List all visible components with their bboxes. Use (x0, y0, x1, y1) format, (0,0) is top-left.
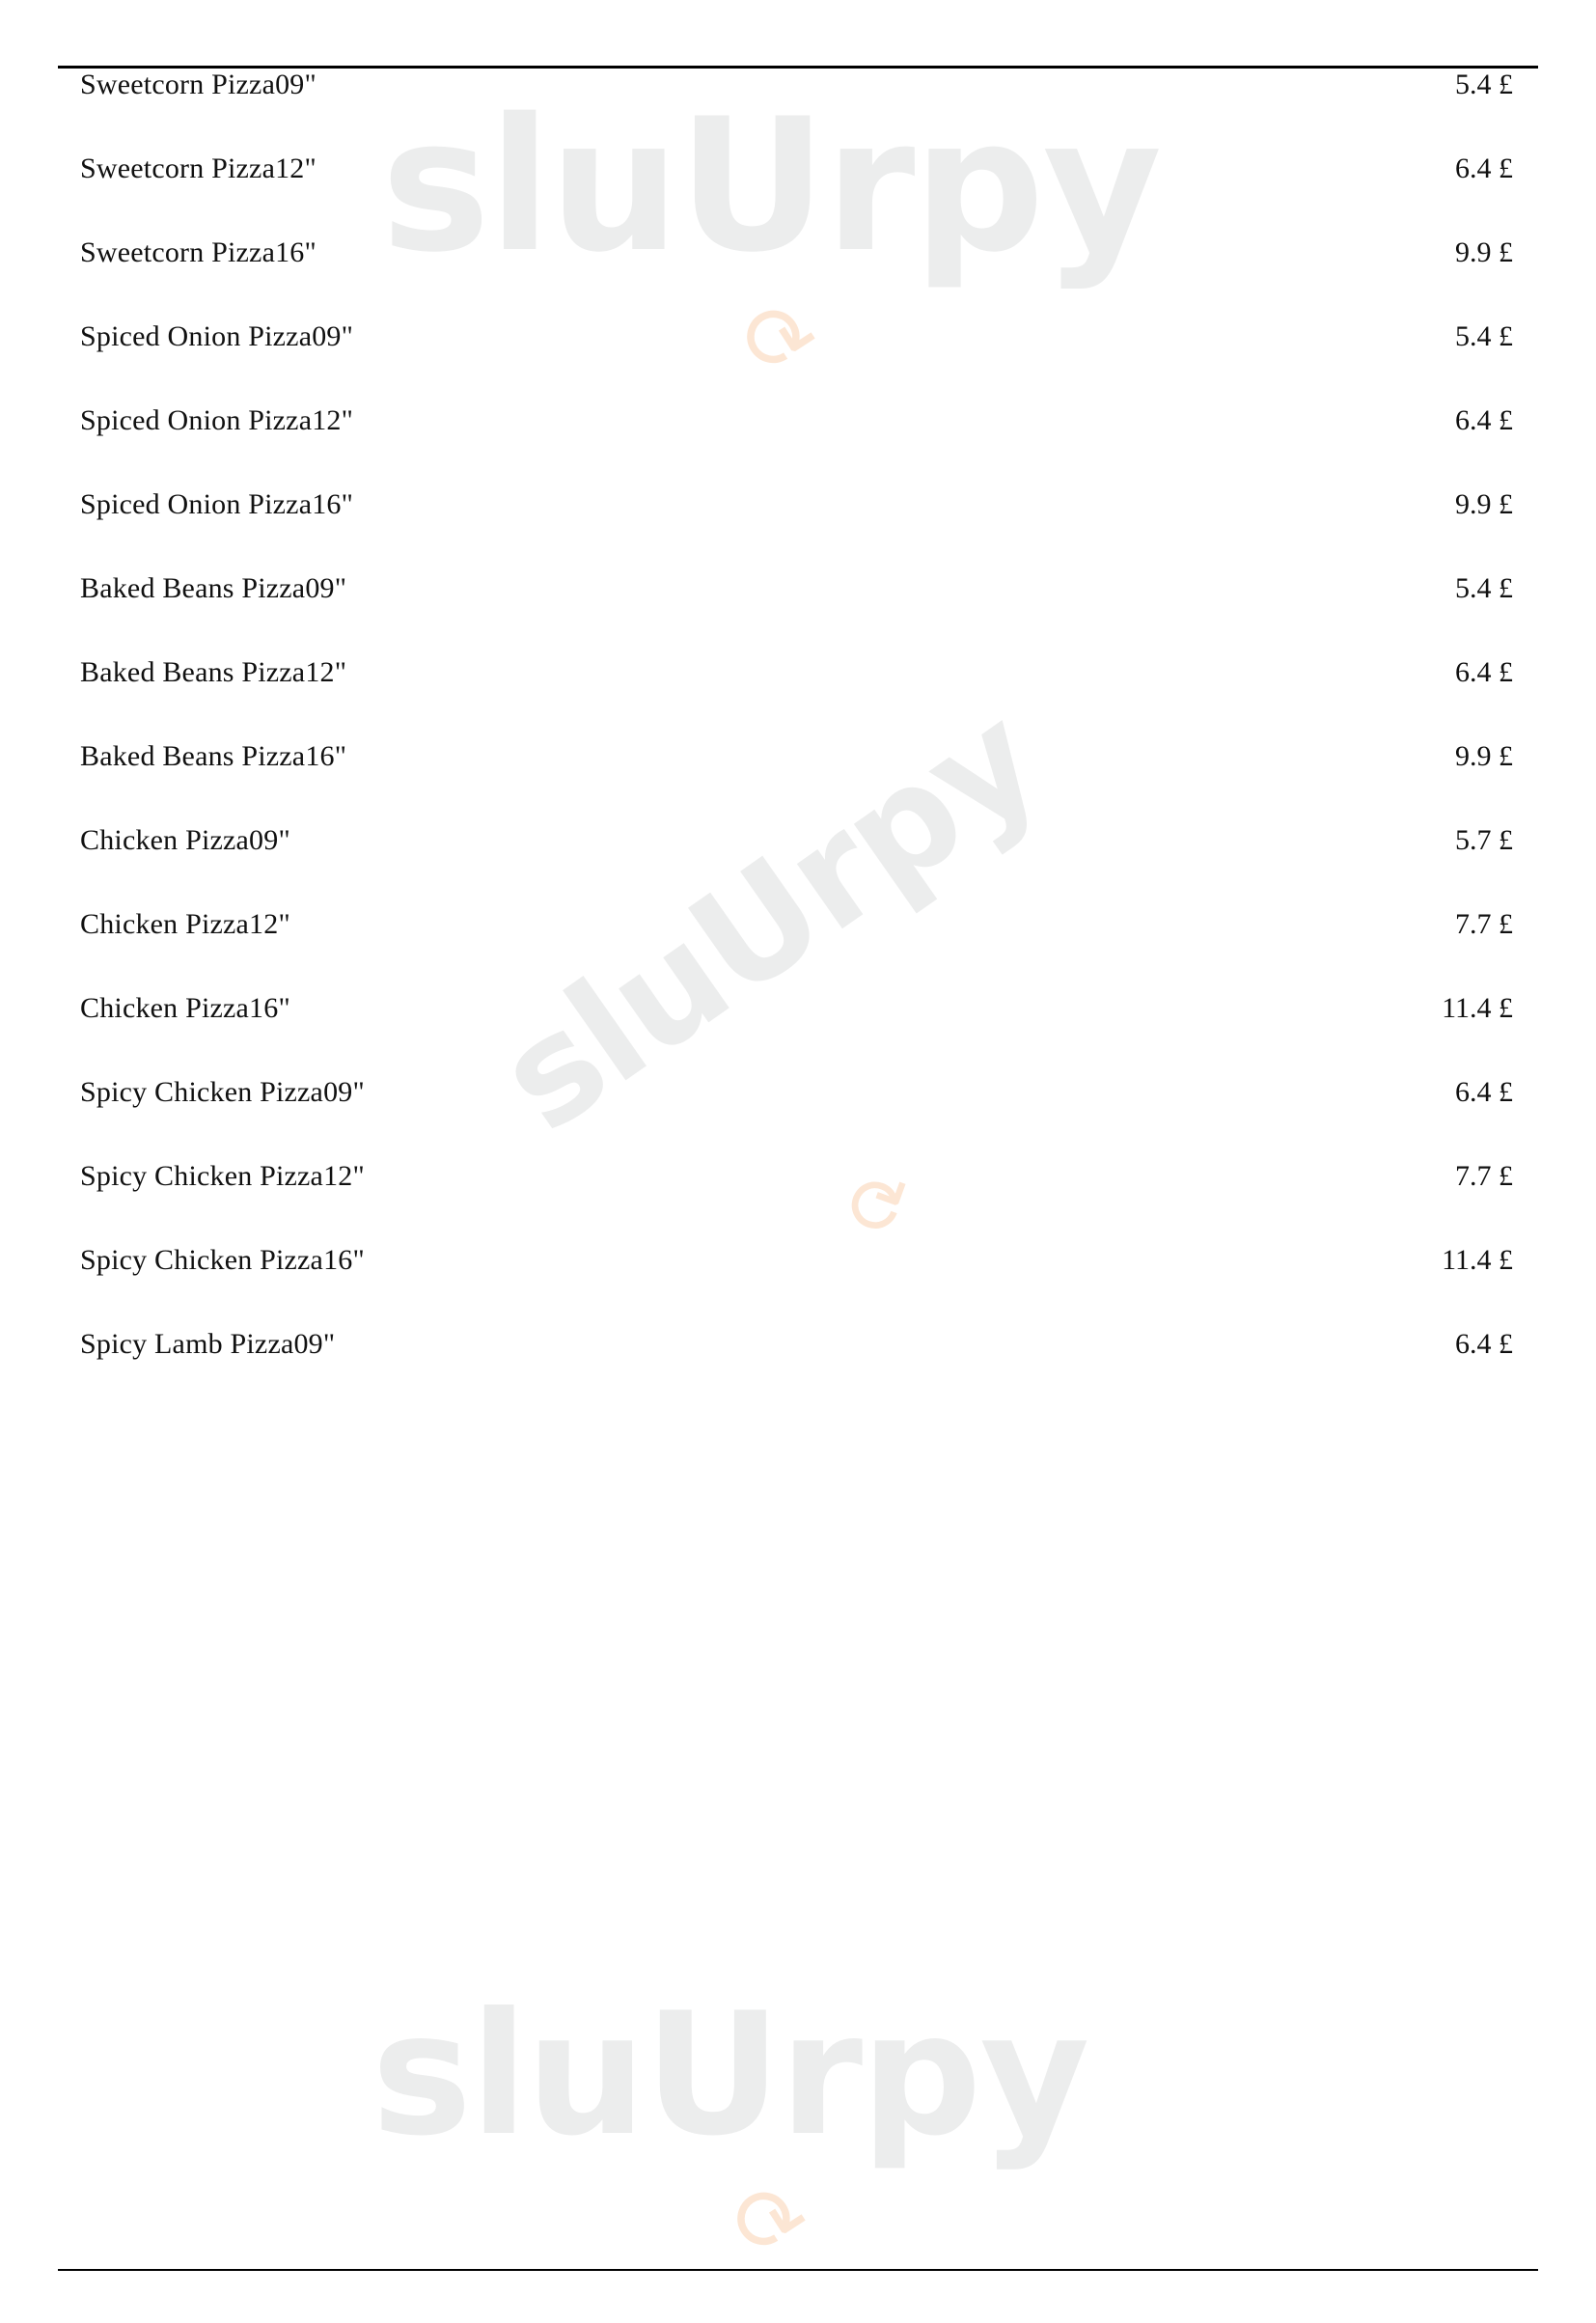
watermark-swoosh-icon-bottom: ⟳ (724, 2165, 816, 2280)
menu-item-row (58, 572, 1538, 656)
menu-item-name: Spiced Onion Pizza12" (80, 404, 354, 436)
menu-item-row (58, 236, 1538, 320)
menu-item-price: 11.4 £ (1442, 1244, 1513, 1276)
watermark-swoosh-icon-top: ⟳ (733, 283, 826, 398)
menu-item-row (58, 320, 1538, 404)
menu-item-price: 9.9 £ (1455, 740, 1513, 772)
menu-item-name: Spiced Onion Pizza16" (80, 488, 354, 520)
menu-item-price: 5.7 £ (1455, 824, 1513, 856)
watermark-logo-top: sluUrpy (381, 79, 1161, 292)
menu-item-name: Spicy Chicken Pizza09" (80, 1076, 365, 1108)
menu-item-row (58, 488, 1538, 572)
menu-item-row (58, 656, 1538, 740)
menu-item-price: 7.7 £ (1455, 1160, 1513, 1192)
menu-item-row (58, 908, 1538, 992)
menu-item-price: 5.4 £ (1455, 69, 1513, 100)
menu-item-name: Spiced Onion Pizza09" (80, 320, 354, 352)
menu-item-price: 7.7 £ (1455, 908, 1513, 940)
menu-item-price: 6.4 £ (1455, 1076, 1513, 1108)
menu-item-price: 6.4 £ (1455, 404, 1513, 436)
menu-item-name: Baked Beans Pizza12" (80, 656, 347, 688)
menu-item-row (58, 992, 1538, 1076)
bottom-divider (58, 2269, 1538, 2271)
menu-item-price: 9.9 £ (1455, 236, 1513, 268)
menu-item-name: Spicy Chicken Pizza12" (80, 1160, 365, 1192)
menu-item-row (58, 1244, 1538, 1328)
menu-item-list (58, 69, 1538, 1412)
menu-item-price: 6.4 £ (1455, 1328, 1513, 1360)
menu-item-name: Baked Beans Pizza09" (80, 572, 347, 604)
menu-item-name: Spicy Lamb Pizza09" (80, 1328, 336, 1360)
menu-item-row (58, 1076, 1538, 1160)
watermark-logo-bottom: sluUrpy (371, 1977, 1088, 2173)
menu-item-price: 6.4 £ (1455, 152, 1513, 184)
menu-item-name: Chicken Pizza12" (80, 908, 290, 940)
menu-item-name: Chicken Pizza16" (80, 992, 290, 1024)
menu-item-name: Baked Beans Pizza16" (80, 740, 347, 772)
menu-item-price: 5.4 £ (1455, 572, 1513, 604)
menu-page (0, 66, 1596, 2323)
menu-item-price: 5.4 £ (1455, 320, 1513, 352)
menu-item-name: Sweetcorn Pizza09" (80, 69, 316, 100)
menu-item-row (58, 152, 1538, 236)
menu-item-price: 6.4 £ (1455, 656, 1513, 688)
menu-item-name: Sweetcorn Pizza16" (80, 236, 316, 268)
menu-item-name: Spicy Chicken Pizza16" (80, 1244, 365, 1276)
menu-item-row (58, 69, 1538, 152)
menu-item-row (58, 1160, 1538, 1244)
menu-item-row (58, 740, 1538, 824)
menu-item-price: 11.4 £ (1442, 992, 1513, 1024)
menu-item-name: Chicken Pizza09" (80, 824, 290, 856)
menu-item-price: 9.9 £ (1455, 488, 1513, 520)
watermark-swoosh-icon-middle: ⟳ (833, 1149, 930, 1258)
watermark-logo-middle: sluUrpy (470, 675, 1068, 1165)
menu-item-row (58, 824, 1538, 908)
menu-item-name: Sweetcorn Pizza12" (80, 152, 316, 184)
menu-item-row (58, 1328, 1538, 1412)
menu-item-row (58, 404, 1538, 488)
